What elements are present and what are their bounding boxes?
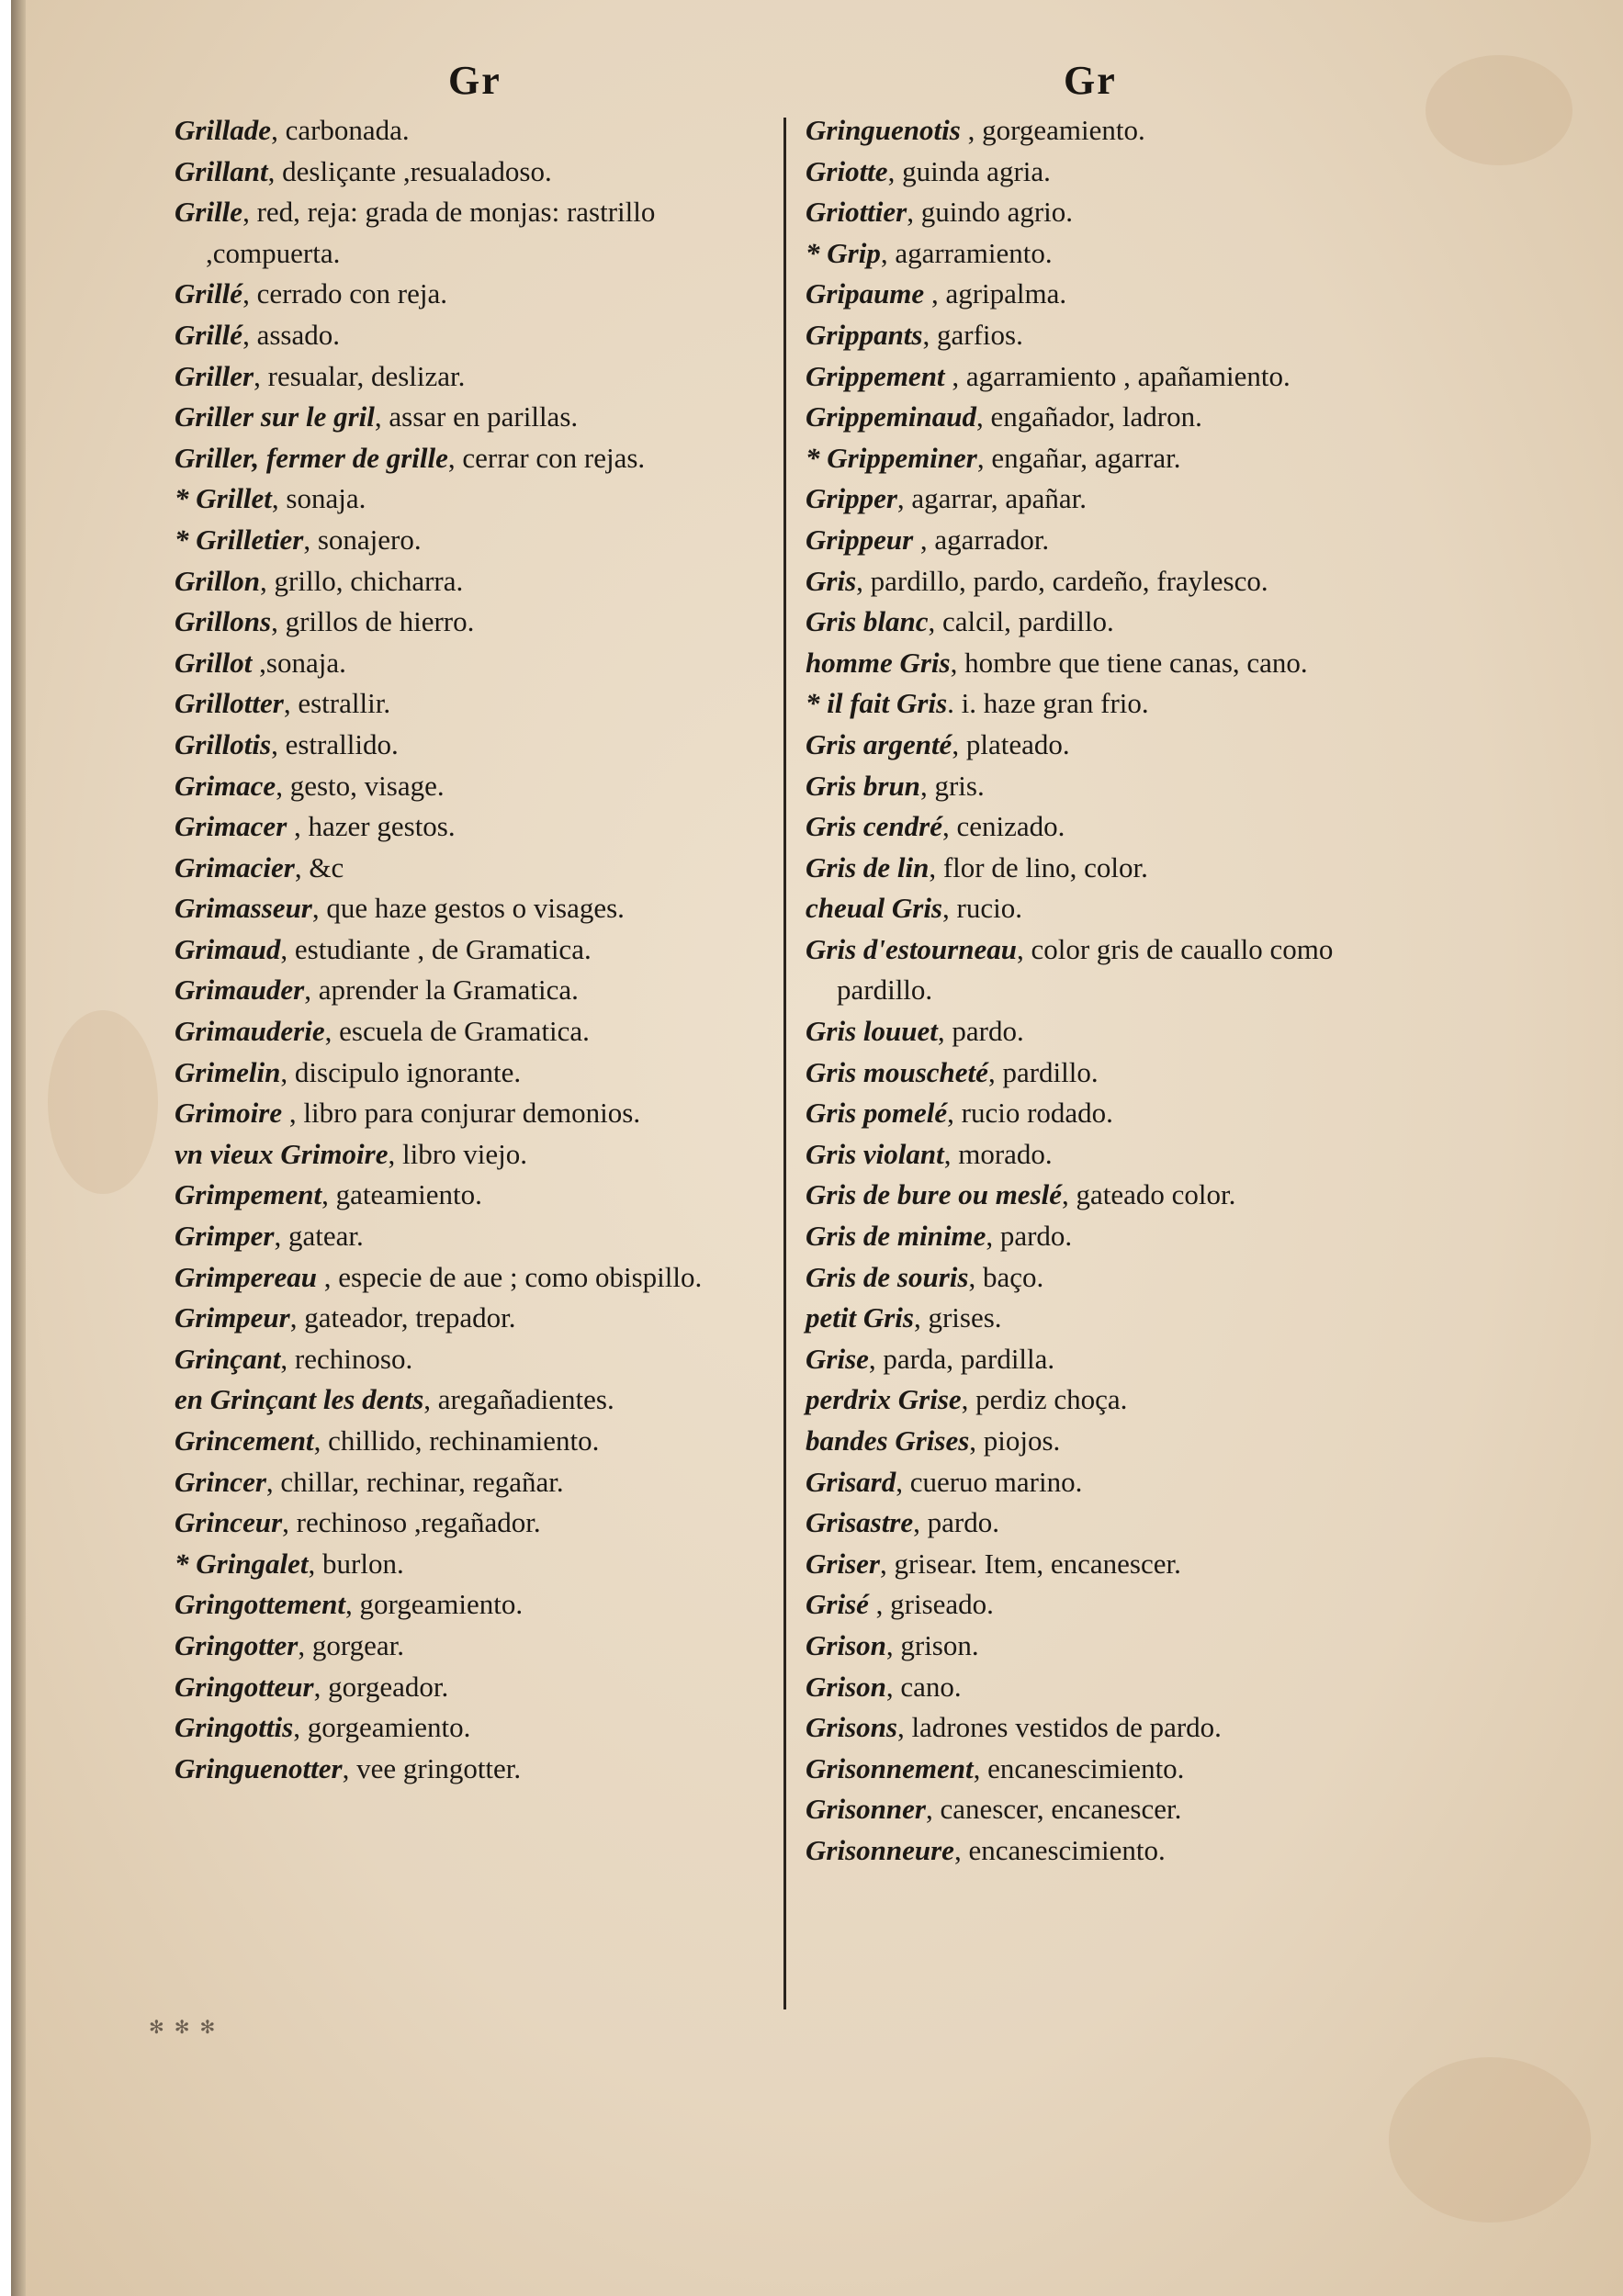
entry-definition: , sonaja.	[271, 482, 366, 515]
dictionary-entry	[175, 643, 767, 684]
entry-definition: , agarramiento , apañamiento.	[944, 359, 1291, 392]
entry-headword: Gris de souris	[806, 1260, 969, 1293]
entry-definition: , grillo, chicharra.	[260, 564, 464, 597]
entry-headword: Grillons	[175, 605, 272, 638]
dictionary-entry	[806, 848, 1430, 889]
dictionary-entry	[806, 274, 1430, 315]
dictionary-entry	[175, 970, 767, 1011]
entry-definition: , guinda agria.	[887, 154, 1051, 187]
entry-headword: Gris d'estourneau	[806, 932, 1017, 965]
dictionary-entry	[175, 1216, 767, 1257]
entry-definition: , gris.	[919, 769, 985, 802]
entry-definition: , aprender la Gramatica.	[304, 974, 579, 1007]
entry-definition: , rechinoso.	[280, 1342, 413, 1375]
dictionary-entry	[806, 1707, 1430, 1749]
entry-headword: Grisastre	[806, 1506, 914, 1539]
entry-definition: , red, reja: grada de monjas: rastrillo ,compuerta.	[206, 196, 656, 269]
dictionary-entry	[806, 1626, 1430, 1667]
entry-definition: , chillar, rechinar, regañar.	[265, 1465, 564, 1498]
entry-headword: Grimelin	[175, 1055, 281, 1088]
entry-headword: Gris violant	[806, 1137, 944, 1170]
entry-headword: Griller sur le gril	[175, 400, 375, 433]
entry-headword: Grillotter	[175, 687, 284, 720]
signature-mark: ✻ ✻ ✻	[149, 2018, 219, 2038]
entry-headword: Gris brun	[806, 769, 920, 802]
entry-headword: Gringotteur	[175, 1670, 314, 1703]
left-column	[175, 110, 767, 1789]
entry-definition: , gorgeamiento.	[345, 1588, 524, 1621]
entry-headword: petit Gris	[806, 1301, 914, 1334]
dictionary-entry	[806, 1093, 1430, 1134]
entry-headword: Grippeminaud	[806, 400, 977, 433]
entry-definition: , gorgear.	[298, 1628, 405, 1661]
foxing-stain	[1389, 2057, 1591, 2223]
entry-definition: , color gris de cauallo como pardillo.	[837, 932, 1334, 1007]
entry-headword: homme Gris	[806, 646, 951, 679]
entry-definition: , escuela de Gramatica.	[324, 1015, 590, 1048]
dictionary-entry	[806, 1584, 1430, 1626]
entry-headword: Gris de bure ou meslé	[806, 1178, 1062, 1211]
entry-headword: perdrix Grise	[806, 1383, 962, 1416]
page-gutter-shadow	[11, 0, 26, 2296]
entry-definition: , parda, pardilla.	[868, 1342, 1055, 1375]
entry-definition: , assar en parillas.	[374, 400, 579, 433]
dictionary-entry	[806, 1749, 1430, 1790]
dictionary-entry	[175, 1175, 767, 1216]
dictionary-entry	[175, 888, 767, 929]
dictionary-entry	[806, 1298, 1430, 1339]
entry-headword: Grille	[175, 196, 243, 229]
entry-definition: , engañador, ladron.	[976, 400, 1202, 433]
entry-headword: Grippeur	[806, 523, 914, 556]
entry-headword: Grillé	[175, 277, 243, 310]
dictionary-entry	[175, 520, 767, 561]
entry-headword: Grillon	[175, 564, 261, 597]
entry-headword: * Gringalet	[175, 1547, 309, 1580]
dictionary-entry	[806, 1339, 1430, 1380]
entry-definition: , baço.	[968, 1260, 1044, 1293]
entry-definition: , gateado color.	[1062, 1178, 1236, 1211]
entry-headword: Gris argenté	[806, 727, 952, 760]
entry-headword: Grimaud	[175, 932, 281, 965]
dictionary-entry	[806, 397, 1430, 438]
entry-headword: Gripper	[806, 482, 897, 515]
entry-headword: Grimper	[175, 1220, 275, 1253]
entry-headword: Grinceur	[175, 1506, 283, 1539]
entry-definition: , gorgeamiento.	[293, 1711, 471, 1744]
entry-headword: cheual Gris	[806, 892, 942, 925]
entry-definition: , cerrado con reja.	[242, 277, 447, 310]
entry-headword: Griotte	[806, 154, 888, 187]
dictionary-entry	[806, 643, 1430, 684]
dictionary-entry	[175, 1462, 767, 1503]
entry-headword: Grimpement	[175, 1178, 322, 1211]
dictionary-entry	[175, 192, 767, 274]
entry-headword: Gris	[806, 564, 857, 597]
dictionary-entry	[175, 1011, 767, 1052]
entry-definition: , garfios.	[922, 318, 1023, 351]
dictionary-entry	[175, 110, 767, 152]
dictionary-entry	[175, 1379, 767, 1421]
foxing-stain	[48, 1010, 158, 1194]
entry-definition: , pardo.	[986, 1220, 1073, 1253]
entry-headword: * Grippeminer	[806, 441, 977, 474]
entry-definition: , sonajero.	[303, 523, 422, 556]
entry-definition: , hazer gestos.	[287, 810, 456, 843]
entry-headword: bandes Grises	[806, 1424, 970, 1457]
entry-definition: , ladrones vestidos de pardo.	[896, 1711, 1222, 1744]
entry-definition: , que haze gestos o visages.	[311, 892, 625, 925]
entry-definition: , pardillo.	[987, 1055, 1099, 1088]
entry-definition: , calcil, pardillo.	[928, 605, 1114, 638]
dictionary-entry	[806, 561, 1430, 602]
dictionary-entry	[806, 1462, 1430, 1503]
entry-headword: Gringuenotter	[175, 1751, 343, 1784]
entry-definition: , rucio rodado.	[947, 1097, 1113, 1130]
entry-definition: , assado.	[242, 318, 340, 351]
dictionary-entry	[175, 602, 767, 643]
entry-headword: Gris de lin	[806, 850, 930, 884]
entry-definition: , agarrar, apañar.	[896, 482, 1088, 515]
entry-definition: , hombre que tiene canas, cano.	[950, 646, 1308, 679]
entry-definition: . i. haze gran frio.	[947, 687, 1149, 720]
dictionary-entry	[806, 1503, 1430, 1544]
entry-definition: , desliçante ,resualadoso.	[267, 154, 552, 187]
entry-definition: , flor de lino, color.	[929, 850, 1148, 884]
entry-definition: , cenizado.	[941, 810, 1065, 843]
dictionary-entry	[806, 888, 1430, 929]
dictionary-entry	[175, 1626, 767, 1667]
dictionary-entry	[175, 1339, 767, 1380]
entry-headword: Grise	[806, 1342, 869, 1375]
entry-definition: , resualar, deslizar.	[254, 359, 466, 392]
entry-definition: , libro viejo.	[388, 1137, 528, 1170]
entry-headword: Grison	[806, 1628, 886, 1661]
entry-headword: Grisonner	[806, 1793, 926, 1826]
entry-definition: , griseado.	[868, 1588, 994, 1621]
entry-definition: , pardillo, pardo, cardeño, fraylesco.	[856, 564, 1268, 597]
entry-headword: vn vieux Grimoire	[175, 1137, 389, 1170]
entry-definition: , agarrador.	[913, 523, 1050, 556]
entry-headword: Griser	[806, 1547, 880, 1580]
dictionary-entry	[806, 478, 1430, 520]
entry-definition: , pardo.	[913, 1506, 999, 1539]
dictionary-entry	[806, 1544, 1430, 1585]
entry-headword: * Grilletier	[175, 523, 304, 556]
dictionary-entry	[806, 929, 1430, 1011]
column-rule	[783, 118, 786, 2009]
entry-headword: Gringottis	[175, 1711, 294, 1744]
entry-headword: Grimpeur	[175, 1301, 290, 1334]
dictionary-entry	[175, 438, 767, 479]
entry-definition: , cueruo marino.	[896, 1465, 1083, 1498]
dictionary-entry	[175, 1093, 767, 1134]
dictionary-entry	[175, 478, 767, 520]
entry-headword: Griottier	[806, 196, 907, 229]
right-column	[806, 110, 1430, 1872]
dictionary-entry	[175, 1749, 767, 1790]
entry-headword: Gris blanc	[806, 605, 929, 638]
entry-definition: , estrallido.	[271, 727, 399, 760]
dictionary-entry	[806, 1421, 1430, 1462]
dictionary-entry	[806, 233, 1430, 275]
dictionary-entry	[806, 806, 1430, 848]
dictionary-entry	[175, 1707, 767, 1749]
entry-definition: , carbonada.	[271, 114, 410, 146]
entry-headword: Grillé	[175, 318, 243, 351]
entry-headword: Grisard	[806, 1465, 896, 1498]
dictionary-entry	[806, 602, 1430, 643]
dictionary-entry	[806, 1175, 1430, 1216]
entry-headword: * il fait Gris	[806, 687, 948, 720]
entry-definition: , gateador, trepador.	[289, 1301, 516, 1334]
dictionary-entry	[806, 1216, 1430, 1257]
entry-definition: , rucio.	[942, 892, 1022, 925]
entry-definition: , cerrar con rejas.	[447, 441, 646, 474]
dictionary-entry	[175, 806, 767, 848]
entry-definition: , cano.	[885, 1670, 962, 1703]
dictionary-entry	[806, 110, 1430, 152]
entry-definition: , estrallir.	[283, 687, 391, 720]
entry-headword: Grisé	[806, 1588, 869, 1621]
entry-headword: Grimpereau	[175, 1260, 317, 1293]
entry-definition: , chillido, rechinamiento.	[313, 1424, 600, 1457]
dictionary-entry	[175, 725, 767, 766]
dictionary-entry	[175, 683, 767, 725]
entry-definition: , agarramiento.	[880, 236, 1053, 269]
dictionary-entry	[175, 848, 767, 889]
entry-headword: Grimasseur	[175, 892, 312, 925]
entry-headword: * Grillet	[175, 482, 272, 515]
dictionary-entry	[806, 1789, 1430, 1830]
entry-definition: , plateado.	[952, 727, 1070, 760]
entry-headword: Grimacer	[175, 810, 287, 843]
entry-definition: , pardo.	[937, 1015, 1024, 1048]
entry-definition: , &c	[294, 850, 344, 884]
entry-definition: , gorgeamiento.	[960, 114, 1145, 146]
entry-headword: Grillotis	[175, 727, 272, 760]
entry-definition: , grillos de hierro.	[271, 605, 475, 638]
dictionary-entry	[806, 1257, 1430, 1299]
entry-definition: , encanescimiento.	[973, 1751, 1185, 1784]
entry-headword: Gris cendré	[806, 810, 942, 843]
entry-headword: Grippants	[806, 318, 923, 351]
dictionary-entry	[175, 274, 767, 315]
entry-headword: Gringotter	[175, 1628, 299, 1661]
running-head-right: Gr	[1064, 58, 1117, 103]
dictionary-entry	[806, 1052, 1430, 1094]
entry-headword: Grisonnement	[806, 1751, 974, 1784]
entry-definition: , encanescimiento.	[953, 1833, 1166, 1866]
entry-headword: Grimacier	[175, 850, 295, 884]
entry-definition: , vee gringotter.	[342, 1751, 522, 1784]
entry-headword: Griller, fermer de grille	[175, 441, 448, 474]
dictionary-entry	[175, 1257, 767, 1299]
entry-definition: , libro para conjurar demonios.	[282, 1097, 641, 1130]
entry-definition: , burlon.	[308, 1547, 404, 1580]
entry-definition: , rechinoso ,regañador.	[282, 1506, 541, 1539]
dictionary-entry	[175, 1544, 767, 1585]
dictionary-entry	[175, 397, 767, 438]
entry-definition: , grison.	[885, 1628, 979, 1661]
dictionary-entry	[175, 315, 767, 356]
entry-headword: en Grinçant les dents	[175, 1383, 424, 1416]
entry-definition: , gatear.	[274, 1220, 364, 1253]
entry-headword: * Grip	[806, 236, 881, 269]
entry-definition: , piojos.	[969, 1424, 1061, 1457]
dictionary-entry	[806, 725, 1430, 766]
entry-headword: Grimauder	[175, 974, 305, 1007]
entry-headword: Gris pomelé	[806, 1097, 948, 1130]
dictionary-entry	[806, 356, 1430, 398]
entry-headword: Grillant	[175, 154, 268, 187]
entry-definition: , agripalma.	[924, 277, 1067, 310]
dictionary-entry	[806, 1379, 1430, 1421]
entry-definition: , grisear. Item, encanescer.	[879, 1547, 1181, 1580]
entry-headword: Grimace	[175, 769, 276, 802]
entry-definition: , estudiante , de Gramatica.	[280, 932, 592, 965]
entry-definition: , perdiz choça.	[961, 1383, 1128, 1416]
dictionary-entry	[806, 192, 1430, 233]
entry-definition: , especie de aue ; como obispillo.	[317, 1260, 703, 1293]
entry-headword: Grippement	[806, 359, 945, 392]
entry-definition: , gateamiento.	[321, 1178, 482, 1211]
entry-definition: , grises.	[913, 1301, 1002, 1334]
entry-headword: Gris louuet	[806, 1015, 938, 1048]
entry-headword: Grisonneure	[806, 1833, 954, 1866]
entry-headword: Gringuenotis	[806, 114, 961, 146]
dictionary-entry	[175, 1298, 767, 1339]
dictionary-entry	[175, 356, 767, 398]
entry-headword: Grincer	[175, 1465, 266, 1498]
dictionary-entry	[175, 561, 767, 602]
entry-definition: , gorgeador.	[313, 1670, 449, 1703]
dictionary-entry	[175, 1503, 767, 1544]
entry-headword: Grillot	[175, 646, 253, 679]
entry-headword: Gripaume	[806, 277, 925, 310]
entry-definition: , engañar, agarrar.	[976, 441, 1181, 474]
dictionary-entry	[175, 1052, 767, 1094]
foxing-stain	[1426, 55, 1572, 165]
dictionary-entry	[806, 766, 1430, 807]
entry-definition: ,sonaja.	[252, 646, 346, 679]
dictionary-entry	[806, 438, 1430, 479]
dictionary-entry	[806, 1830, 1430, 1872]
entry-headword: Grillade	[175, 114, 272, 146]
entry-headword: Grison	[806, 1670, 886, 1703]
entry-headword: Grimauderie	[175, 1015, 325, 1048]
dictionary-entry	[806, 520, 1430, 561]
dictionary-entry	[806, 1011, 1430, 1052]
entry-headword: Grinçant	[175, 1342, 281, 1375]
dictionary-entry	[806, 315, 1430, 356]
entry-headword: Gris de minime	[806, 1220, 986, 1253]
dictionary-entry	[175, 766, 767, 807]
entry-definition: , gesto, visage.	[276, 769, 445, 802]
entry-definition: , morado.	[943, 1137, 1053, 1170]
entry-definition: , guindo agrio.	[907, 196, 1074, 229]
entry-headword: Gringottement	[175, 1588, 346, 1621]
dictionary-entry	[806, 1667, 1430, 1708]
dictionary-entry	[175, 1134, 767, 1176]
entry-headword: Griller	[175, 359, 254, 392]
entry-headword: Grisons	[806, 1711, 897, 1744]
book-page	[11, 0, 1623, 2296]
entry-definition: , discipulo ignorante.	[280, 1055, 522, 1088]
dictionary-entry	[175, 1421, 767, 1462]
dictionary-entry	[175, 1584, 767, 1626]
dictionary-entry	[175, 929, 767, 971]
dictionary-entry	[806, 683, 1430, 725]
dictionary-entry	[806, 1134, 1430, 1176]
entry-headword: Grimoire	[175, 1097, 283, 1130]
entry-headword: Gris mouscheté	[806, 1055, 988, 1088]
entry-definition: , canescer, encanescer.	[925, 1793, 1182, 1826]
dictionary-entry	[175, 1667, 767, 1708]
dictionary-entry	[175, 152, 767, 193]
entry-definition: , aregañadientes.	[423, 1383, 614, 1416]
dictionary-entry	[806, 152, 1430, 193]
entry-headword: Grincement	[175, 1424, 314, 1457]
running-head-left: Gr	[448, 58, 502, 103]
